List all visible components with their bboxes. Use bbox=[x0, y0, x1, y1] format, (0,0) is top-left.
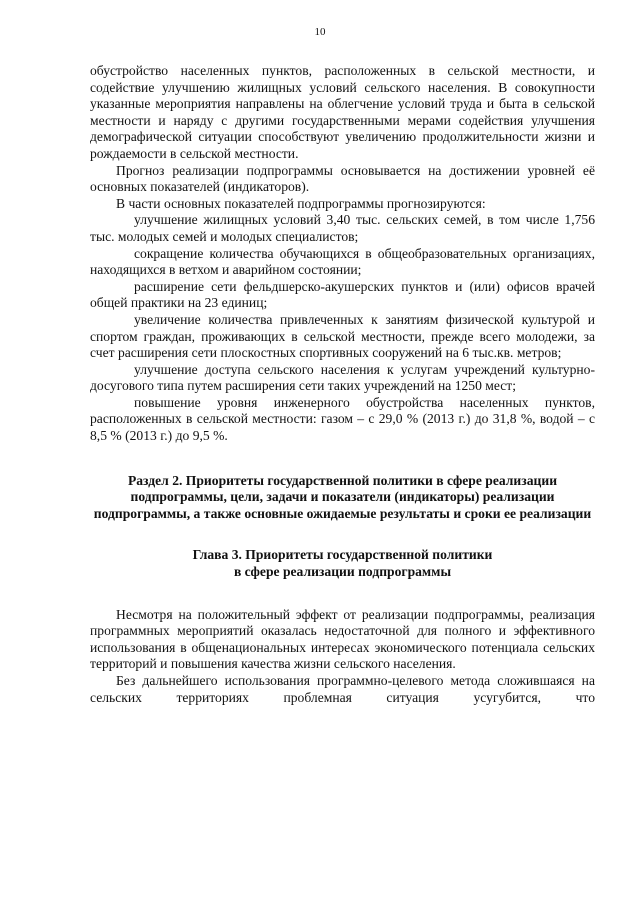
list-item-housing: улучшение жилищных условий 3,40 тыс. сельских семей, в том числе 1,756 тыс. молодых семей и молодых специалистов; bbox=[90, 212, 595, 244]
list-item-engineering: повышение уровня инженерного обустройства населенных пунктов, расположенных в сельской местности: газом – с 29,0 % (2013 г.) до 31,8 %, водой – с 8,5 % (2013 г.) до 9,5 %. bbox=[90, 394, 595, 444]
list-item-sports: увеличение количества привлеченных к занятиям физической культурой и спортом граждан, проживающих в сельской местности, прежде всего молодежи, за счет расширения сети плоскостных спортивных сооружений на 6 тыс.кв. метров; bbox=[90, 311, 595, 361]
chapter-heading-line-1: Глава 3. Приоритеты государственной политики bbox=[192, 547, 493, 563]
paragraph-forecast: Прогноз реализации подпрограммы основывается на достижении уровней её основных показателей (индикаторов). bbox=[90, 162, 595, 195]
list-item-culture: улучшение доступа сельского населения к услугам учреждений культурно-досугового типа путем расширения сети таких учреждений на 1250 мест; bbox=[90, 361, 595, 394]
paragraph-program-method: Без дальнейшего использования программно-целевого метода сложившаяся на сельских территориях проблемная ситуация усугубится, что bbox=[90, 673, 595, 705]
list-item-medical-points: расширение сети фельдшерско-акушерских пунктов и (или) офисов врачей общей практики на 23 единиц; bbox=[90, 278, 595, 311]
page-body bbox=[90, 63, 595, 706]
chapter-heading bbox=[90, 547, 595, 580]
chapter-heading-line-2: в сфере реализации подпрограммы bbox=[233, 564, 452, 580]
section-heading: Раздел 2. Приоритеты государственной политики в сфере реализации подпрограммы, цели, задачи и показатели (индикаторы) реализации подпрограммы, а также основные ожидаемые результаты и сроки ее реализации bbox=[93, 472, 592, 521]
paragraph-indicators-intro: В части основных показателей подпрограммы прогнозируются: bbox=[116, 195, 486, 211]
list-item-schools: сокращение количества обучающихся в общеобразовательных организациях, находящихся в ветхом и аварийном состоянии; bbox=[90, 245, 595, 278]
page-number: 10 bbox=[314, 26, 326, 38]
paragraph-rural-settlement-measures: обустройство населенных пунктов, расположенных в сельской местности, и содействие улучшению жилищных условий сельского населения. В совокупности указанные мероприятия направлены на облегчение условий труда и быта в сельской местности и наряду с другими государственными мерами содействия улучшения демографической ситуации способствуют увеличению продолжительности жизни и рождаемости в сельской местности. bbox=[90, 63, 595, 161]
paragraph-positive-effect: Несмотря на положительный эффект от реализации подпрограммы, реализация программных мероприятий оказалась недостаточной для полного и эффективного использования в общенациональных интересах экономического потенциала сельских территорий и повышения качества жизни сельского населения. bbox=[90, 606, 595, 672]
